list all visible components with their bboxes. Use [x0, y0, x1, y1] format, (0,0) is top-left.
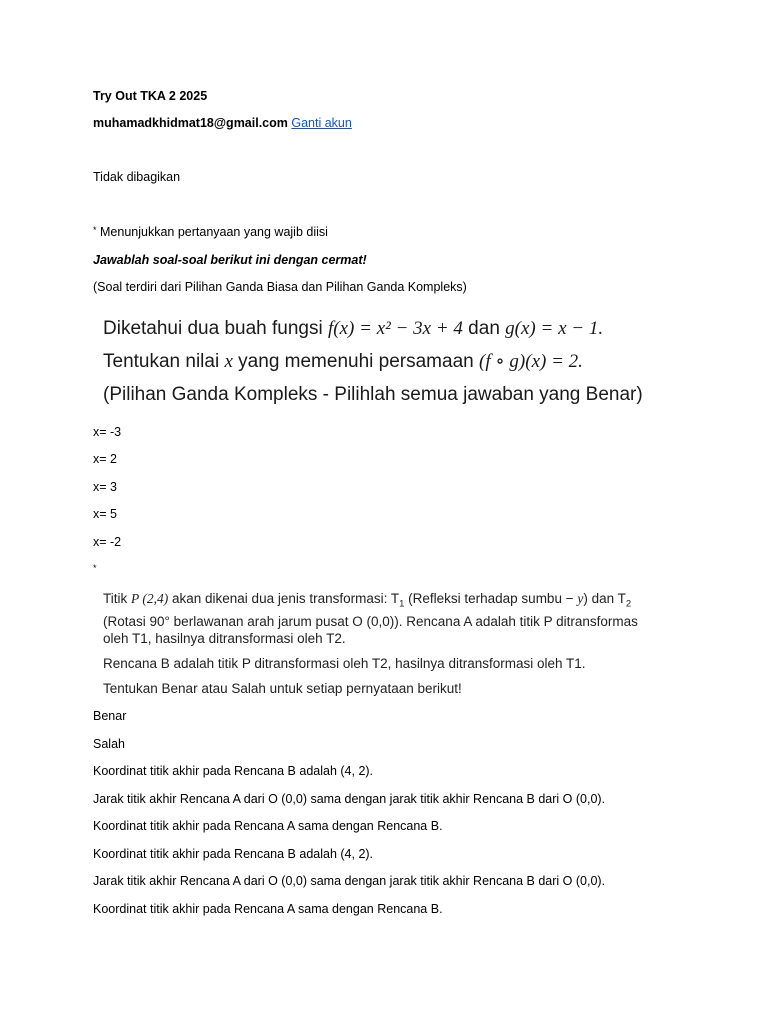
account-email: muhamadkhidmat18@gmail.com: [93, 116, 288, 130]
question-1-line-1: Diketahui dua buah fungsi f(x) = x² − 3x + 4 dan g(x) = x − 1.: [103, 318, 604, 339]
question-2-line-5: Tentukan Benar atau Salah untuk setiap pernyataan berikut!: [103, 680, 462, 696]
switch-account-link[interactable]: Ganti akun: [291, 116, 352, 130]
question-2-line-1: Titik P (2,4) akan dikenai dua jenis transformasi: $T_1$ (Refleksi terhadap sumbu − y) dan $T_2$: [103, 591, 632, 610]
required-note-text: Menunjukkan pertanyaan yang wajib diisi: [100, 225, 328, 239]
statement-row: Koordinat titik akhir pada Rencana B adalah (4, 2).: [93, 847, 374, 861]
statement-row: Koordinat titik akhir pada Rencana B adalah (4, 2).: [93, 764, 374, 778]
question-2-line-2: (Rotasi 90° berlawanan arah jarum pusat O (0,0)). Rencana A adalah titik P ditransformas: [103, 613, 638, 629]
statement-row: Koordinat titik akhir pada Rencana A sama dengan Rencana B.: [93, 902, 443, 916]
not-shared-label: Tidak dibagikan: [93, 170, 181, 184]
sub-instruction: (Soal terdiri dari Pilihan Ganda Biasa dan Pilihan Ganda Kompleks): [93, 280, 467, 294]
required-note: [93, 225, 328, 239]
column-salah: Salah: [93, 737, 125, 751]
form-title: Try Out TKA 2 2025: [93, 89, 208, 103]
statement-row: Jarak titik akhir Rencana A dari O (0,0) sama dengan jarak titik akhir Rencana B dari O (0,0).: [93, 792, 606, 806]
q1-option-2[interactable]: x= 2: [93, 452, 117, 466]
column-benar: Benar: [93, 709, 127, 723]
q1-option-1[interactable]: x= -3: [93, 425, 122, 439]
statement-row: Jarak titik akhir Rencana A dari O (0,0) sama dengan jarak titik akhir Rencana B dari O (0,0).: [93, 874, 606, 888]
question-2-text: [103, 590, 638, 697]
question-2-line-3: oleh T1, hasilnya ditransformasi oleh T2.: [103, 630, 346, 646]
question-2-line-4: Rencana B adalah titik P ditransformasi oleh T2, hasilnya ditransformasi oleh T1.: [103, 655, 586, 671]
q2-required-asterisk: *: [93, 563, 97, 573]
q1-option-4[interactable]: x= 5: [93, 507, 117, 521]
account-row: [93, 116, 352, 130]
q1-option-3[interactable]: x= 3: [93, 480, 117, 494]
question-1-text: [103, 312, 643, 411]
instruction: Jawablah soal-soal berikut ini dengan cermat!: [93, 253, 367, 267]
statement-row: Koordinat titik akhir pada Rencana A sama dengan Rencana B.: [93, 819, 443, 833]
question-1-line-2: Tentukan nilai x yang memenuhi persamaan (f ∘ g)(x) = 2.: [103, 351, 583, 372]
question-1-line-3: (Pilihan Ganda Kompleks - Pilihlah semua jawaban yang Benar): [103, 384, 643, 405]
q1-option-5[interactable]: x= -2: [93, 535, 122, 549]
required-asterisk: *: [93, 225, 97, 235]
